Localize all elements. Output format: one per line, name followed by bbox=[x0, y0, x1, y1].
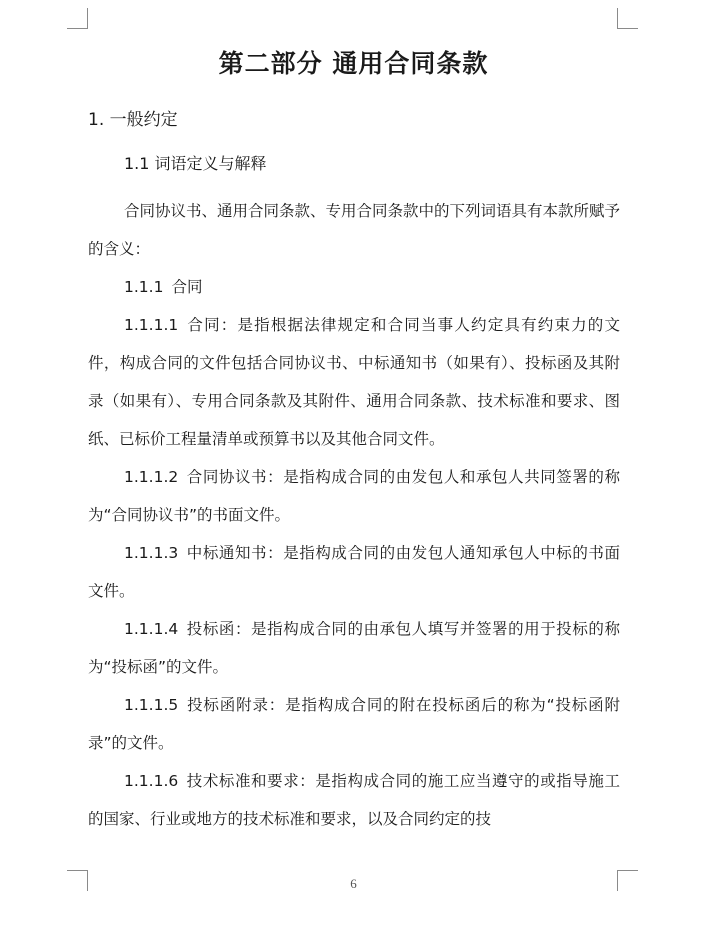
paragraph-text: 合同协议书、通用合同条款、专用合同条款中的下列词语具有本款所赋予的含义： bbox=[88, 202, 621, 258]
clause-number: 1.1.1.3 bbox=[124, 544, 179, 562]
paragraph bbox=[88, 686, 620, 762]
paragraph-text: 技术标准和要求：是指构成合同的施工应当遵守的或指导施工的国家、行业或地方的技术标准和要求，以及合同约定的技 bbox=[88, 772, 620, 828]
paragraph-text: 投标函：是指构成合同的由承包人填写并签署的用于投标的称为“投标函”的文件。 bbox=[88, 620, 620, 676]
paragraph-text: 合同：是指根据法律规定和合同当事人约定具有约束力的文件，构成合同的文件包括合同协议书、中标通知书（如果有）、投标函及其附录（如果有）、专用合同条款及其附件、通用合同条款、技术标准和要求、图纸、已标价工程量清单或预算书以及其他合同文件。 bbox=[88, 316, 620, 448]
page-title: 第二部分 通用合同条款 bbox=[218, 49, 489, 78]
section-heading: 1. 一般约定 bbox=[88, 110, 178, 130]
clause-number: 1.1.1 bbox=[124, 278, 164, 296]
paragraph-text: 中标通知书：是指构成合同的由发包人通知承包人中标的书面文件。 bbox=[88, 544, 620, 600]
paragraph bbox=[88, 534, 620, 610]
clause-number: 1.1.1.6 bbox=[124, 772, 179, 790]
body-text bbox=[88, 192, 620, 838]
paragraph-text: 合同 bbox=[171, 278, 203, 296]
clause-number: 1.1.1.5 bbox=[124, 696, 179, 714]
paragraph-text: 投标函附录：是指构成合同的附在投标函后的称为“投标函附录”的文件。 bbox=[88, 696, 620, 752]
paragraph bbox=[88, 192, 620, 268]
page-number: 6 bbox=[350, 876, 357, 891]
clause-number: 1.1.1.4 bbox=[124, 620, 179, 638]
paragraph bbox=[88, 610, 620, 686]
paragraph bbox=[88, 306, 620, 458]
clause-number: 1.1.1.2 bbox=[124, 468, 179, 486]
paragraph bbox=[88, 268, 620, 306]
crop-mark-top-right bbox=[617, 8, 638, 29]
clause-number: 1.1.1.1 bbox=[124, 316, 179, 334]
crop-mark-top-left bbox=[67, 8, 88, 29]
paragraph bbox=[88, 458, 620, 534]
subsection-heading: 1.1 词语定义与解释 bbox=[124, 154, 267, 173]
paragraph bbox=[88, 762, 620, 838]
paragraph-text: 合同协议书：是指构成合同的由发包人和承包人共同签署的称为“合同协议书”的书面文件。 bbox=[88, 468, 620, 524]
